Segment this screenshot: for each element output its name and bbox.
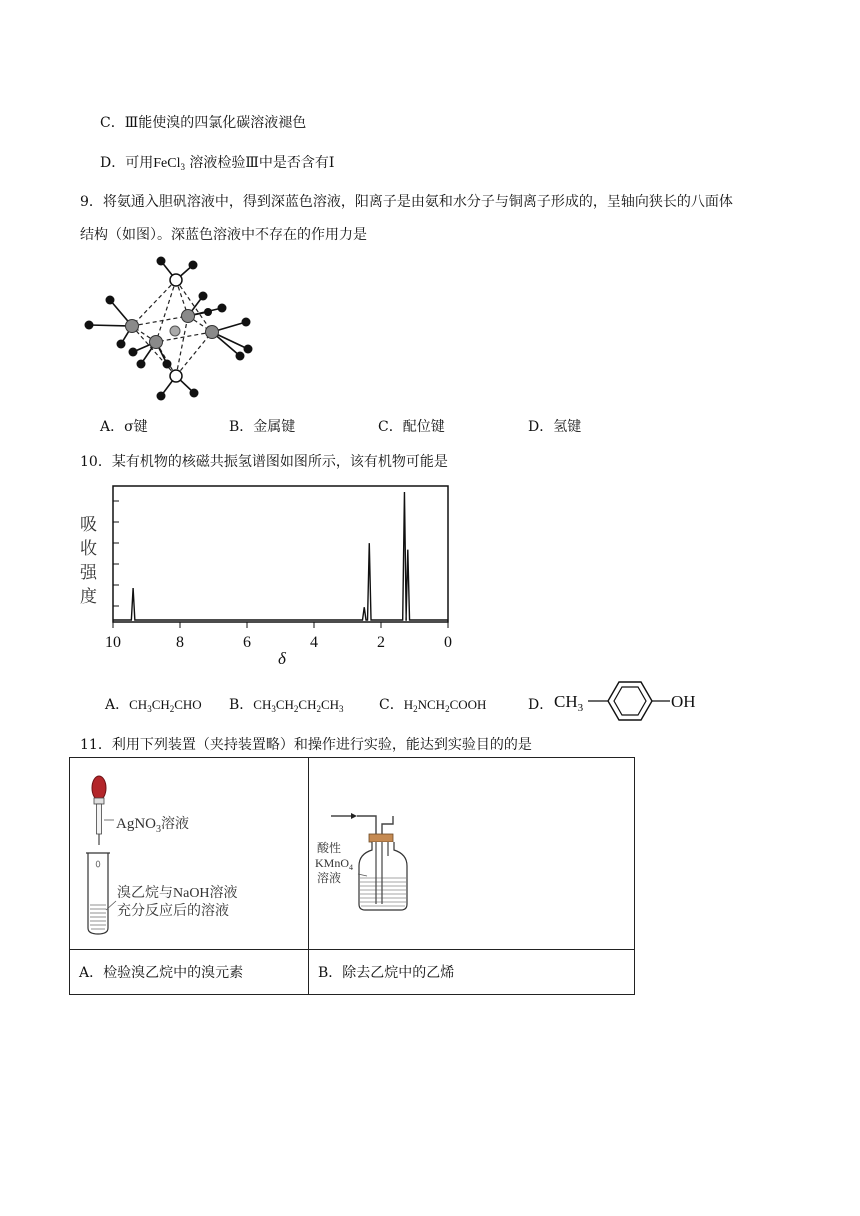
nmr-x-ticks <box>113 622 448 628</box>
nmr-x-tick-label: 2 <box>377 634 385 651</box>
test-tube <box>88 853 108 934</box>
rubber-stopper <box>369 834 393 842</box>
nmr-x-tick-label: 6 <box>243 634 251 651</box>
nmr-y-axis-label <box>80 515 98 606</box>
q11-cell-b-figure <box>309 758 635 950</box>
q9-stem-line2: 结构（如图）。深蓝色溶液中不存在的作用力是 <box>80 227 367 243</box>
nmr-ylabel-char-3: 强 <box>80 563 97 582</box>
nmr-y-minor-ticks <box>113 501 119 606</box>
nmr-spectrum-trace <box>113 492 448 620</box>
nmr-x-tick-label: 4 <box>310 634 318 651</box>
q9-option-d: D．氢键 <box>528 419 582 435</box>
tube-label-line1: 溴乙烷与NaOH溶液 <box>117 886 238 901</box>
q10-option-d <box>528 694 553 714</box>
q10-option-c-formula: $H_2NCH_2COOH$ <box>403 697 487 714</box>
q10-option-c <box>379 694 486 714</box>
nmr-x-axis-label: δ <box>278 649 286 668</box>
nmr-plot-frame <box>113 486 448 622</box>
q8-fecl-subscript: 3 <box>180 162 185 172</box>
nmr-ylabel-char-2: 收 <box>80 539 97 558</box>
tube-label-line2: 充分反应后的溶液 <box>117 904 229 919</box>
q10-methyl-group: $CH_3$ <box>554 692 584 714</box>
q8-option-c: C．Ⅲ能使溴的四氯化碳溶液褪色 <box>100 115 307 131</box>
q10-option-b-letter: B． <box>229 697 254 713</box>
q10-option-a <box>105 694 202 714</box>
q11-gas-washing-bottle-figure <box>309 758 634 949</box>
q11-cell-a-figure <box>70 758 309 950</box>
q9-option-c: C．配位键 <box>378 419 445 435</box>
q9-option-b: B．金属键 <box>229 419 296 435</box>
dropper-reagent-label: AgNO$_3$溶液 <box>116 816 189 835</box>
nmr-x-tick-label: 10 <box>105 634 121 651</box>
dropper-bulb <box>92 776 106 800</box>
q10-option-d-letter: D． <box>528 697 554 713</box>
q9-stem-line1: 9．将氨通入胆矾溶液中，得到深蓝色溶液，阳离子是由氨和水分子与铜离子形成的，呈轴向狭长的八面体 <box>80 194 733 210</box>
q9-option-a: A．σ键 <box>100 419 148 435</box>
nmr-x-tick-label: 8 <box>176 634 184 651</box>
q10-option-b <box>229 694 344 714</box>
q11-caption-a: A．检验溴乙烷中的溴元素 <box>70 950 309 995</box>
q10-option-b-formula: $CH_3CH_2CH_2CH_3$ <box>253 697 344 714</box>
bottle-label-line1: 酸性 <box>317 841 342 855</box>
nmr-ylabel-char-1: 吸 <box>80 515 97 534</box>
bottle-label-line3: 溶液 <box>317 871 342 885</box>
q10-nmr-chart <box>76 480 466 670</box>
q8-option-d-prefix: D．可用 <box>100 155 154 171</box>
q10-stem: 10．某有机物的核磁共振氢谱图如图所示，该有机物可能是 <box>80 454 448 470</box>
q10-option-a-letter: A． <box>105 697 130 713</box>
q11-caption-b: B．除去乙烷中的乙烯 <box>309 950 635 995</box>
q9-octahedron-figure <box>78 252 268 412</box>
q8-option-d <box>100 152 334 172</box>
q10-option-c-letter: C． <box>379 697 404 713</box>
nmr-x-tick-label: 0 <box>444 634 452 651</box>
dropper-tube <box>97 804 102 834</box>
bottle-label-line2: KMnO$_4$ <box>315 856 354 872</box>
q8-fecl-formula: FeCl <box>153 156 181 171</box>
q10-option-d-structure <box>552 678 702 724</box>
q10-hydroxyl-group: OH <box>671 692 696 711</box>
q11-experiment-table <box>69 757 635 995</box>
nmr-ylabel-char-4: 度 <box>80 587 97 606</box>
q10-option-a-formula: $CH_3CH_2CHO$ <box>129 697 202 714</box>
q8-option-d-suffix: 溶液检验Ⅲ中是否含有Ⅰ <box>184 155 335 171</box>
q11-dropper-testtube-figure <box>70 758 308 949</box>
q11-stem: 11．利用下列装置（夹持装置略）和操作进行实验，能达到实验目的的是 <box>80 737 532 753</box>
